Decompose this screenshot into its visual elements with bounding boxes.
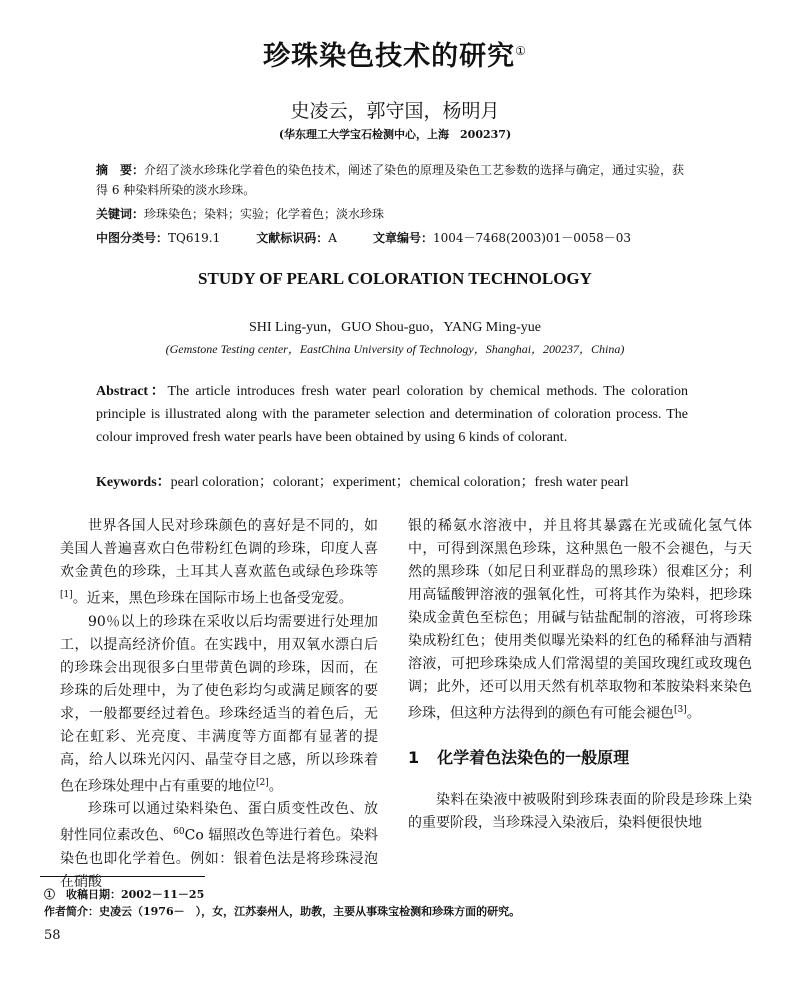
footnote-divider [40,876,205,877]
section-heading [408,746,752,769]
abstract-cn-label: 摘 要： [96,163,145,177]
classification-line [96,228,696,248]
footnote-received-date: ① 收稿日期：2002－11－25 [44,888,205,901]
english-title: STUDY OF PEARL COLORATION TECHNOLOGY [198,269,592,288]
keywords-english [96,471,688,494]
p3-text-a: 珍珠可以通过染料染色、蛋白质变性改色、放射性同位素改色、 [60,801,378,844]
body-left-column [60,515,378,894]
title-footnote-mark: ① [515,44,527,58]
abstract-chinese [96,160,696,200]
doc-code-label: 文献标识码： [256,231,329,245]
abstract-en-text: The article introduces fresh water pearl coloration by chemical methods. The coloration principle is illustrated along with the parameter selection and determination of coloration process. The colour improved fresh water pearls have been obtained by using 6 kinds of colorant. [96,384,688,445]
p3-text-b: Co 辐照改色等进行着色。染料染色也即化学着色。例如：银着色法是将珍珠浸泡在硝酸 [60,827,379,890]
abstract-en-label: Abstract： [96,384,168,399]
p1-end: 。近来，黑色珍珠在国际市场上也备受宠爱。 [72,590,353,607]
clc-label: 中图分类号： [96,231,169,245]
paragraph-2 [60,611,378,799]
page-number: 58 [44,928,61,943]
article-id-label: 文章编号： [372,231,433,245]
section-number: 1 [408,747,420,767]
paper-title [0,34,790,73]
abstract-english [96,380,688,449]
p4-citation: [3] [674,705,687,715]
p1-text: 世界各国人民对珍珠颜色的喜好是不同的，如美国人普遍喜欢白色带粉红色调的珍珠，印度人喜欢金黄色的珍珠，土耳其人喜欢蓝色或绿色珍珠等 [60,518,378,580]
paragraph-5: 染料在染液中被吸附到珍珠表面的阶段是珍珠上染的重要阶段，当珍珠浸入染液后，染料便很快地 [408,791,752,831]
title-text: 珍珠染色技术的研究 [263,41,516,72]
abstract-cn-text: 介绍了淡水珍珠化学着色的染色技术，阐述了染色的原理及染色工艺参数的选择与确定，通过实验，获得 6 种染料所染的淡水珍珠。 [96,163,685,197]
keywords-en-label: Keywords： [96,475,171,490]
keywords-cn-text: 珍珠染色；染料；实验；化学着色；淡水珍珠 [144,207,385,221]
keywords-cn-label: 关键词： [96,207,145,221]
clc-value: TQ619.1 [168,231,221,245]
keywords-en-text: pearl coloration；colorant；experiment；chemical coloration；fresh water pearl [170,475,629,490]
p4-end: 。 [686,705,701,722]
paragraph-3 [60,798,378,894]
affiliation: (华东理工大学宝石检测中心，上海 200237) [278,128,512,141]
paragraph-1 [60,515,378,611]
article-id-value: 1004－7468(2003)01－0058－03 [432,231,632,245]
english-authors: SHI Ling-yun，GUO Shou-guo，YANG Ming-yue [248,320,542,335]
p4-text: 银的稀氨水溶液中，并且将其暴露在光或硫化氢气体中，可得到深黑色珍珠，这种黑色一般不会褪色，与天然的黑珍珠（如尼日利亚群岛的黑珍珠）很难区分；利用高锰酸钾溶液的强氧化性，可将其作为染料，把珍珠染成金黄色至棕色；用碱与钴盐配制的溶液，可将珍珠染成粉红色；使用类似曝光染料的红色的稀释油与酒精溶液，可把珍珠染成人们常渴望的美国玫瑰红或玫瑰色调；此外，还可以用天然有机萃取物和苯胺染料来染色珍珠，但这种方法得到的颜色有可能会褪色 [408,518,752,722]
section-title: 化学着色法染色的一般原理 [437,747,630,767]
doc-code-value: A [328,231,337,245]
isotope-superscript: 60 [173,827,185,838]
p2-end: 。 [268,778,283,795]
p1-citation: [1] [60,590,73,600]
footnote-author-bio: 作者简介：史凌云（1976－ ），女，江苏泰州人，助教，主要从事珠宝检测和珍珠方面的研究。 [44,905,521,918]
p2-text: 90％以上的珍珠在采收以后均需要进行处理加工，以提高经济价值。在实践中，用双氧水漂白后的珍珠会出现很多白里带黄色调的珍珠，因而，在珍珠的后处理中，为了使色彩均匀或满足顾客的要求，一般都要经过着色。珍珠经适当的着色后，无论在虹彩、光亮度、丰满度等方面都有显著的提高，给人以珠光闪闪、晶莹夺目之感，所以珍珠着色在珍珠处理中占有重要的地位 [60,613,378,795]
paragraph-4 [408,515,752,726]
english-affiliation: (Gemstone Testing center，EastChina University of Technology，Shanghai，200237，China) [165,342,625,356]
footnote [44,886,520,920]
p2-citation: [2] [256,777,269,788]
keywords-chinese [96,204,696,224]
authors: 史凌云，郭守国，杨明月 [290,100,500,122]
body-right-column [408,515,752,835]
